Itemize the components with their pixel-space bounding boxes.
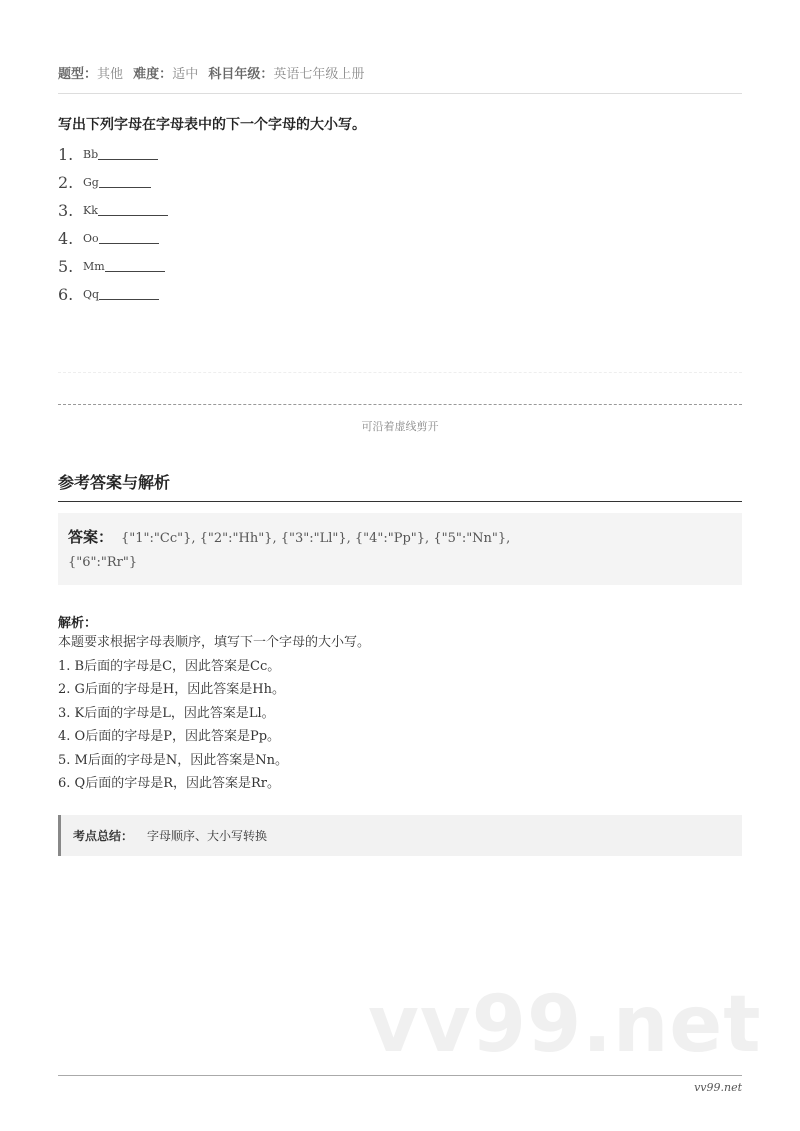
question-meta bbox=[58, 63, 370, 82]
type-label: 题型： bbox=[58, 67, 98, 82]
answer-blank bbox=[99, 233, 159, 244]
item-number: 4. bbox=[58, 228, 74, 248]
list-item bbox=[58, 280, 168, 308]
item-number: 1. bbox=[58, 144, 74, 164]
list-item bbox=[58, 252, 168, 280]
summary-label: 考点总结： bbox=[73, 829, 134, 843]
summary-box bbox=[58, 815, 742, 856]
summary-value: 字母顺序、大小写转换 bbox=[147, 829, 268, 843]
question-text: 写出下列字母在字母表中的下一个字母的大小写。 bbox=[58, 117, 366, 133]
subject-value: 英语七年级上册 bbox=[273, 67, 365, 82]
answer-blank bbox=[105, 261, 165, 272]
difficulty-label: 难度： bbox=[133, 67, 173, 82]
explanation-title: 解析： bbox=[58, 616, 98, 631]
explanation-body bbox=[58, 631, 370, 796]
item-text: Bb bbox=[83, 147, 99, 161]
explanation-line: 3. K后面的字母是L，因此答案是Ll。 bbox=[58, 705, 275, 721]
cut-hint: 可沿着虚线剪开 bbox=[361, 420, 439, 433]
explanation-line: 4. O后面的字母是P，因此答案是Pp。 bbox=[58, 729, 281, 744]
answer-line-1: {"1":"Cc"}, {"2":"Hh"}, {"3":"Ll"}, {"4":"Pp"}, {"5":"Nn"}, bbox=[121, 531, 511, 546]
item-text: Oo bbox=[83, 231, 99, 245]
answer-box bbox=[58, 513, 742, 585]
item-number: 5. bbox=[58, 256, 74, 276]
answer-line-2: {"6":"Rr"} bbox=[68, 555, 138, 570]
explanation-line: 1. B后面的字母是C，因此答案是Cc。 bbox=[58, 658, 281, 674]
item-number: 6. bbox=[58, 284, 74, 304]
list-item bbox=[58, 196, 168, 224]
cut-line bbox=[58, 404, 742, 405]
divider bbox=[58, 93, 742, 94]
item-text: Gg bbox=[83, 175, 99, 189]
footer-divider bbox=[58, 1075, 742, 1076]
item-text: Qq bbox=[83, 287, 100, 301]
list-item bbox=[58, 140, 168, 168]
list-item bbox=[58, 224, 168, 252]
difficulty-value: 适中 bbox=[172, 67, 199, 82]
item-number: 3. bbox=[58, 200, 74, 220]
answer-blank bbox=[98, 205, 168, 216]
list-item bbox=[58, 168, 168, 196]
footer-site: vv99.net bbox=[694, 1081, 742, 1094]
explanation-line: 6. Q后面的字母是R，因此答案是Rr。 bbox=[58, 776, 280, 791]
light-dashed-line bbox=[58, 372, 742, 373]
answer-blank bbox=[98, 149, 158, 160]
item-text: Mm bbox=[83, 259, 105, 273]
watermark: vv99.net bbox=[368, 980, 762, 1070]
answer-blank bbox=[99, 177, 151, 188]
answer-blank bbox=[99, 289, 159, 300]
answer-label: 答案： bbox=[68, 528, 114, 546]
explanation-intro: 本题要求根据字母表顺序，填写下一个字母的大小写。 bbox=[58, 635, 371, 650]
explanation-line: 2. G后面的字母是H，因此答案是Hh。 bbox=[58, 682, 285, 697]
subject-label: 科目年级： bbox=[208, 67, 274, 82]
question-items bbox=[58, 140, 168, 308]
type-value: 其他 bbox=[97, 67, 124, 82]
item-text: Kk bbox=[83, 203, 98, 217]
section-title: 参考答案与解析 bbox=[58, 470, 742, 502]
explanation-line: 5. M后面的字母是N，因此答案是Nn。 bbox=[58, 752, 288, 768]
item-number: 2. bbox=[58, 172, 74, 192]
